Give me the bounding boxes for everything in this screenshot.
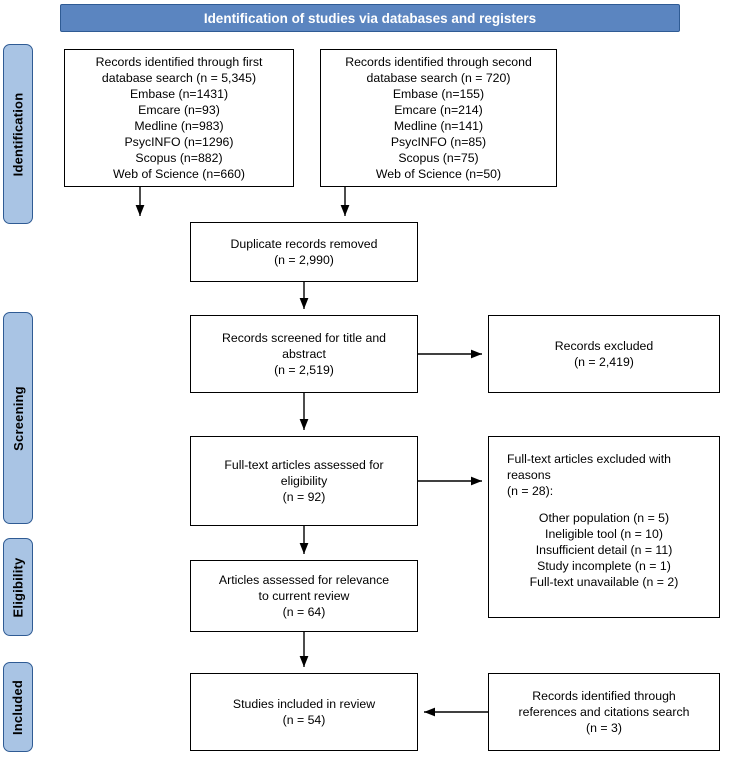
text-line: Duplicate records removed: [230, 237, 378, 251]
text-line: Web of Science (n=660): [112, 167, 246, 181]
box-records-screened: [190, 315, 418, 393]
stage-label-identification: Identification: [10, 92, 26, 176]
stage-label-screening: Screening: [10, 385, 26, 451]
text-line: Medline (n=141): [393, 119, 484, 133]
text-line: Full-text unavailable (n = 2): [529, 575, 679, 589]
text-line: Embase (n=1431): [129, 87, 229, 101]
text-line: (n = 54): [282, 713, 326, 727]
text-line: Web of Science (n=50): [375, 167, 502, 181]
text-line: Ineligible tool (n = 10): [545, 527, 663, 541]
box-second-database-search: [320, 49, 557, 187]
stage-band-screening: [3, 312, 33, 524]
text-line: (n = 64): [282, 605, 326, 619]
text-line: Embase (n=155): [392, 87, 485, 101]
diagram-header-title: Identification of studies via databases and registers: [203, 10, 537, 26]
text-line: Study incomplete (n = 1): [537, 559, 671, 573]
text-line: Scopus (n=882): [135, 151, 223, 165]
text-line: Scopus (n=75): [398, 151, 479, 165]
stage-band-identification: [3, 44, 33, 224]
box-fulltext-assessed: [190, 436, 418, 526]
text-line: (n = 2,419): [574, 355, 634, 369]
text-line: PsycINFO (n=1296): [124, 135, 234, 149]
text-line: (n = 3): [586, 721, 622, 735]
box-studies-included: [190, 673, 418, 751]
text-line: to current review: [258, 589, 350, 603]
text-line: (n = 2,990): [274, 253, 334, 267]
box-articles-assessed-relevance: [190, 560, 418, 632]
box-first-database-search: [64, 49, 294, 187]
text-line: Records identified through first: [95, 55, 263, 69]
text-line: Records identified through second: [345, 55, 532, 69]
text-line: database search (n = 5,345): [101, 71, 257, 85]
box-records-excluded: [488, 315, 720, 393]
text-line: Records identified through: [532, 689, 676, 703]
text-line: eligibility: [280, 474, 328, 488]
text-line: Emcare (n=93): [138, 103, 220, 117]
text-line: Articles assessed for relevance: [218, 573, 390, 587]
text-line: database search (n = 720): [366, 71, 511, 85]
text-line: (n = 92): [282, 490, 326, 504]
text-line: Records excluded: [554, 339, 654, 353]
stage-label-eligibility: Eligibility: [10, 557, 26, 617]
text-line: Medline (n=983): [134, 119, 224, 133]
text-line: references and citations search: [518, 705, 690, 719]
stage-label-included: Included: [10, 679, 26, 735]
text-line: Studies included in review: [232, 697, 376, 711]
text-line: (n = 2,519): [274, 363, 334, 377]
box-fulltext-excluded-reasons: [488, 436, 720, 618]
text-line: (n = 28):: [507, 484, 554, 498]
stage-band-included: [3, 662, 33, 752]
text-line: Insufficient detail (n = 11): [535, 543, 673, 557]
text-line: Records screened for title and: [221, 331, 387, 345]
text-line: reasons: [507, 468, 551, 482]
text-line: Other population (n = 5): [538, 511, 670, 525]
text-line: Full-text articles excluded with: [507, 452, 672, 466]
box-duplicate-records-removed: [190, 222, 418, 282]
text-line: abstract: [282, 347, 326, 361]
diagram-header: [60, 4, 680, 32]
text-line: Full-text articles assessed for: [224, 458, 384, 472]
box-references-citations-search: [488, 673, 720, 751]
text-line: Emcare (n=214): [394, 103, 483, 117]
stage-band-eligibility: [3, 538, 33, 636]
text-line: PsycINFO (n=85): [390, 135, 487, 149]
